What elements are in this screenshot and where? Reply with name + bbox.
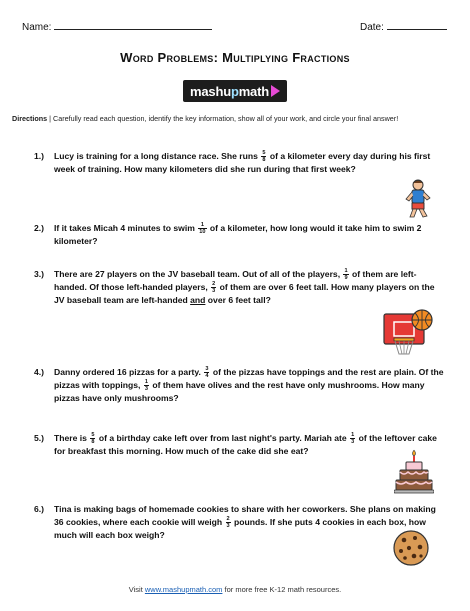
worksheet-title: Word Problems: Multiplying Fractions — [120, 50, 350, 65]
name-label: Name: — [22, 22, 52, 33]
fraction: $\frac{2}{3}$ — [226, 516, 230, 530]
fraction: $\frac{1}{3}$ — [144, 379, 148, 393]
logo-text: mashupmath — [190, 83, 269, 99]
name-line[interactable] — [54, 20, 212, 30]
fraction: $\frac{1}{9}$ — [344, 268, 348, 282]
question-text: There is $\frac{5}{8}$ of a birthday cake left over from last night's party. Mariah ate $\frac{1}{3}$ of the leftover cake for breakfast this morning. How much of the cake did she eat? — [54, 432, 437, 457]
footer-link[interactable]: www.mashupmath.com — [144, 585, 223, 594]
play-arrow-icon — [271, 85, 280, 97]
footer: Visit www.mashupmath.com for more free K-12 math resources. — [128, 585, 342, 594]
cookie-icon — [392, 529, 430, 567]
runner-icon — [398, 178, 438, 218]
date-label: Date: — [360, 22, 384, 33]
question-text: If it takes Micah 4 minutes to swim $\frac{1}{10}$ of a kilometer, how long would it take him to swim 2 kilometer? — [54, 222, 422, 247]
fraction: $\frac{3}{4}$ — [205, 366, 209, 380]
fraction: $\frac{1}{10}$ — [199, 222, 206, 236]
date-line[interactable] — [387, 20, 447, 30]
question-text: Tina is making bags of homemade cookies to share with her coworkers. She plans on making 36 cookies, where each cookie will weigh $\frac{2}{3}$ pounds. If she puts 4 cookies in each box, how much will each box weigh? — [54, 504, 436, 541]
question-number: 5.) — [34, 433, 45, 443]
fraction: $\frac{1}{3}$ — [351, 432, 355, 446]
name-field[interactable] — [22, 20, 212, 33]
basketball-hoop-icon — [382, 308, 434, 356]
question-text: There are 27 players on the JV baseball team. Out of all of the players, $\frac{1}{9}$ of them are left-handed. Of those left-handed players, $\frac{2}{3}$ of them are over 6 feet tall. How many players on the JV baseball team are left-handed and over 6 feet tall? — [54, 268, 435, 306]
birthday-cake-icon — [394, 448, 434, 494]
question-number: 1.) — [34, 151, 45, 161]
mashupmath-logo — [183, 80, 287, 102]
date-field[interactable] — [360, 20, 447, 33]
question-number: 3.) — [34, 269, 45, 279]
directions-text: | Carefully read each question, identify the key information, show all of your work, and circle your final answer! — [47, 114, 399, 123]
fraction: $\frac{5}{8}$ — [262, 150, 266, 164]
question-text: Lucy is training for a long distance race. She runs $\frac{5}{8}$ of a kilometer every day during his first week of training. How many kilometers did she run during that first week? — [54, 150, 431, 175]
question-number: 6.) — [34, 504, 45, 514]
question-number: 2.) — [34, 223, 45, 233]
fraction: $\frac{5}{8}$ — [91, 432, 95, 446]
directions-label: Directions — [12, 114, 48, 123]
directions — [12, 114, 458, 123]
question-number: 4.) — [34, 367, 45, 377]
fraction: $\frac{2}{3}$ — [212, 281, 216, 295]
question-text: Danny ordered 16 pizzas for a party. $\frac{3}{4}$ of the pizzas have toppings and the rest are plain. Of the pizzas with toppings, $\frac{1}{3}$ of them have olives and the rest have only mushrooms. How many pizzas have only mushrooms? — [54, 366, 444, 404]
